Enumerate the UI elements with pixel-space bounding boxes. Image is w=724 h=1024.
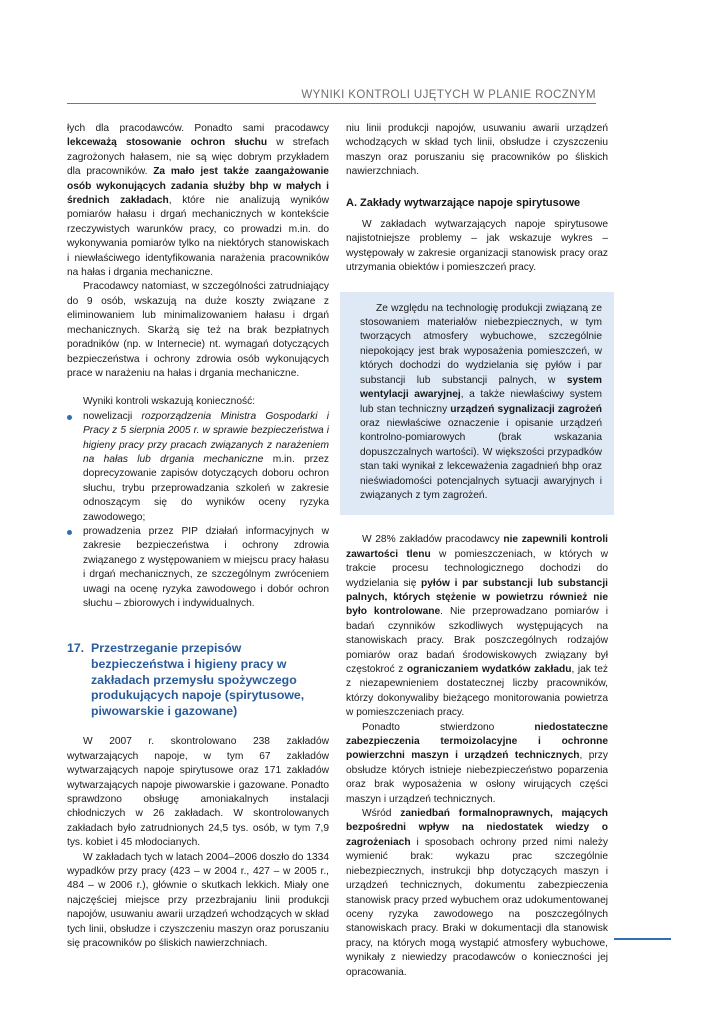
left-column bbox=[67, 122, 330, 950]
paragraph-continuation: niu linii produkcji napojów, usuwaniu awarii urządzeń wchodzących w skład tych linii, obsłudze i czyszczeniu maszyn oraz poruszaniu się pracowników po śliskich nawierzchniach. bbox=[346, 123, 608, 178]
header-rule bbox=[67, 103, 596, 104]
section-number: 17. bbox=[67, 641, 85, 656]
running-header: WYNIKI KONTROLI UJĘTYCH W PLANIE ROCZNYM bbox=[301, 89, 596, 101]
right-column bbox=[346, 122, 608, 980]
list-item: prowadzenia przez PIP działań informacyjnych w zakresie bezpieczeństwa i ochrony zdrowia związanego z występowaniem w miejscu pracy hałasu i drgań mechanicznych, ze szczególnym zwróceniem uwagi na ocenę ryzyka zawodowego i dobór ochron słuchu – zbiorowych i indywidualnych. bbox=[67, 525, 329, 611]
paragraph-inspections-2007: W 2007 r. skontrolowano 238 zakładów wytwarzających napoje, w tym 67 zakładów wytwarzających napoje spirytusowe oraz 171 zakładów wytwarzających napoje piwowarskie i gazowane. Ponadto sprawdzono obsługę amoniakalnych instalacji chłodniczych w 26 zakładach. W skontrolowanych zakładach było zatrudnionych 24,5 tys. osób, w tym 7,9 tys. kobiet i 45 młodocianych. bbox=[67, 736, 329, 849]
paragraph-main-problems: W zakładach wytwarzających napoje spirytusowe najistotniejsze problemy – jak wskazuje wykres – występowały w zakresie organizacji stanowisk pracy oraz utrzymania obiektów i pomieszczeń pracy. bbox=[346, 219, 608, 274]
highlight-box bbox=[340, 292, 614, 516]
paragraph-oxygen-control: W 28% zakładów pracodawcy nie zapewnili kontroli zawartości tlenu w pomieszczeniach, w których w trakcie procesu technologicznego dochodzi do wydzielania się pyłów i par substancji lub substancji palnych, których stężenie w powietrzu również nie było kontrolowane. Nie przeprowadzano pomiarów i badań czynników szkodliwych występujących na stanowiskach pracy. Brak poszczególnych rodzajów pomiarów oraz badań środowiskowych związany był częstokroć z ograniczaniem wydatków zakładu, jak też z niezapewnieniem dostatecznej liczby pracowników, którzy dokonywaliby bieżącego monitorowania powietrza w pomieszczeniach pracy. bbox=[346, 534, 609, 719]
paragraph-formal-negligence: Wśród zaniedbań formalnoprawnych, mających bezpośredni wpływ na niedostatek wiedzy o zagrożeniach i sposobach ochrony przed nimi należy wymienić brak: wykazu prac szczególnie niebezpiecznych, instrukcji bhp dotyczących maszyn i urządzeń technicznych, dokumentu zabezpieczenia stanowisk pracy przed wybuchem oraz udokumentowanej oceny ryzyka zawodowego na poszczególnych stanowiskach pracy. Braki w dokumentacji dla stanowisk pracy, na których mogą wystąpić atmosfery wybuchowe, wynikały z niewiedzy pracodawców o konieczności jej opracowania. bbox=[346, 808, 608, 978]
paragraph-employers-costs: Pracodawcy natomiast, w szczególności zatrudniający do 9 osób, wskazują na duże koszty związane z eliminowaniem lub minimalizowaniem hałasu i drgań mechanicznych. Skarżą się też na brak bezpłatnych poradników (np. w Internecie) nt. wymagań dotyczących bezpieczeństwa i ochrony zdrowia osób wykonujących prace w narażeniu na hałas i drgania mechaniczne. bbox=[67, 281, 329, 379]
section-heading bbox=[67, 641, 329, 719]
highlight-box-text: Ze względu na technologię produkcji związaną ze stosowaniem materiałów niebezpiecznych, w tym tworzących atmosfery wybuchowe, szczególnie niepokojący jest brak wyposażenia pomieszczeń, w których dochodzi do wydzielania się pyłów i par substancji lub substancji palnych, w system wentylacji awaryjnej, a także niewłaściwy system lub stan techniczny urządzeń sygnalizacji zagrożeń oraz niewłaściwe oznaczenie i opisanie urządzeń kontrolno-pomiarowych (brak wskazania dopuszczalnych wartości). W większości przypadków stan taki wynikał z lekceważenia zagadnień bhp oraz nieświadomości potencjalnych sytuacji awaryjnych i związanych z tym zagrożeń. bbox=[360, 302, 602, 501]
subsection-heading: A. Zakłady wytwarzające napoje spirytusowe bbox=[346, 196, 581, 209]
paragraph-conclusions-intro: Wyniki kontroli wskazują konieczność: bbox=[83, 396, 256, 408]
paragraph-hearing-protection: łych dla pracodawców. Ponadto sami pracodawcy lekceważą stosowanie ochron słuchu w strefach zagrożonych hałasem, nie są więc dobrym przykładem dla pracowników. Za mało jest także zaangażowanie osób wykonujących zadania służby bhp w małych i średnich zakładach, które nie analizują wyników pomiarów hałasu i drgań mechanicznych w kontekście rzeczywistych warunków pracy, co prowadzi m.in. do wykonywania pomiarów tylko na niektórych stanowiskach i niewłaściwego identyfikowania narażenia pracowników na hałas i drgania mechaniczne. bbox=[67, 123, 329, 279]
list-item: nowelizacji rozporządzenia Ministra Gospodarki i Pracy z 5 sierpnia 2005 r. w sprawie bezpieczeństwa i higieny pracy przy pracach związanych z narażeniem na hałas lub drgania mechaniczne m.in. przez doprecyzowanie zapisów dotyczących doboru ochron słuchu, trybu przeprowadzania szkoleń w zakresie odnoszącym się do wyników oceny ryzyka zawodowego; bbox=[67, 410, 329, 525]
paragraph-accidents: W zakładach tych w latach 2004–2006 doszło do 1334 wypadków przy pracy (423 – w 2004 r., 427 – w 2005 r., 484 – w 2006 r.), głównie o skutkach lekkich. Miały one najczęściej miejsce przy przezbrajaniu linii produkcji napojów, usuwaniu awarii urządzeń wchodzących w skład tych linii, obsłudze i czyszczeniu maszyn oraz poruszaniu się pracowników po śliskich nawierzchniach. bbox=[67, 851, 329, 950]
conclusions-list bbox=[67, 410, 329, 612]
section-title: Przestrzeganie przepisów bezpieczeństwa i higieny pracy w zakładach przemysłu spożywczego produkujących napoje (spirytusowe, piwowarskie i gazowane) bbox=[91, 641, 305, 718]
paragraph-thermal-insulation: Ponadto stwierdzono niedostateczne zabezpieczenia termoizolacyjne i ochronne powierzchni maszyn i urządzeń technicznych, przy obsłudze których istnieje niebezpieczeństwo poparzenia oraz brak wyposażenia w osłony wirujących części maszyn i urządzeń technicznych. bbox=[346, 721, 608, 805]
footer-rule bbox=[614, 938, 671, 940]
